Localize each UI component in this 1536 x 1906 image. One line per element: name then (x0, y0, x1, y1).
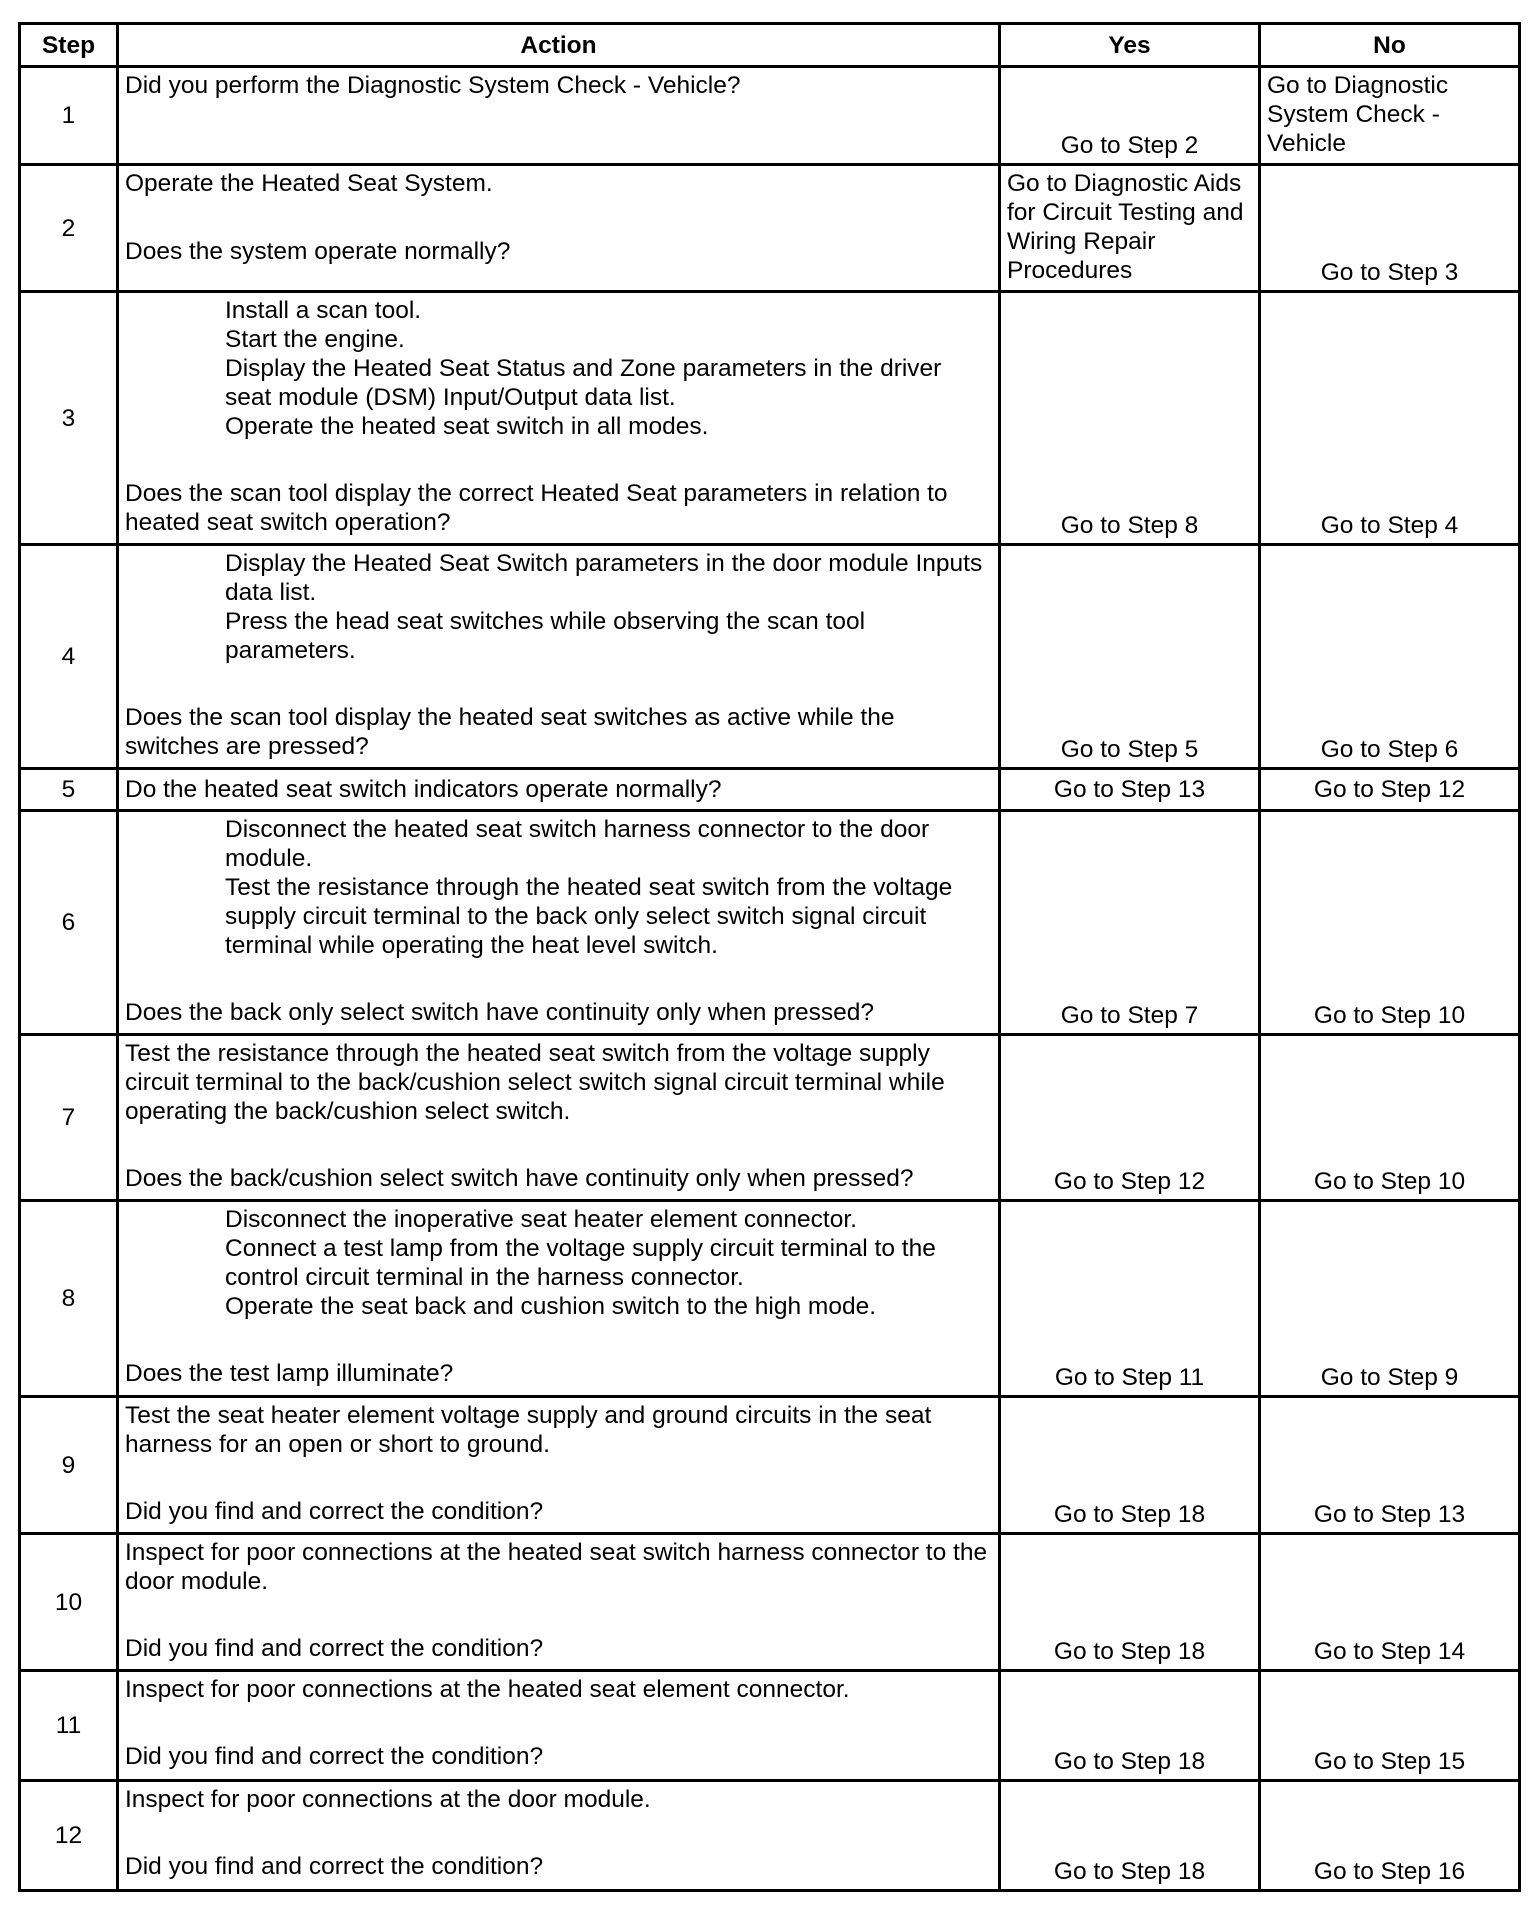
action-line: Operate the heated seat switch in all modes. (225, 413, 709, 440)
yes-cell: Go to Step 18 (1000, 1781, 1260, 1891)
step-number: 11 (20, 1671, 118, 1781)
header-action: Action (118, 24, 1000, 67)
no-cell: Go to Step 6 (1260, 545, 1520, 769)
action-question: Does the scan tool display the correct Heated Seat parameters in relation to heated seat switch operation? (125, 480, 948, 536)
yes-cell: Go to Step 11 (1000, 1201, 1260, 1397)
no-cell: Go to Step 4 (1260, 292, 1520, 545)
table-row (20, 1035, 1520, 1201)
table-row (20, 67, 1520, 165)
table-row (20, 1201, 1520, 1397)
action-question: Did you find and correct the condition? (125, 1635, 544, 1662)
yes-cell: Go to Step 5 (1000, 545, 1260, 769)
diagnostic-table (18, 22, 1521, 1892)
header-yes: Yes (1000, 24, 1260, 67)
action-steps (125, 296, 992, 441)
yes-cell: Go to Step 7 (1000, 811, 1260, 1035)
no-cell: Go to Step 12 (1260, 769, 1520, 811)
header-row (20, 24, 1520, 67)
action-question: Did you perform the Diagnostic System Check - Vehicle? (125, 72, 741, 99)
action-cell (118, 1534, 1000, 1671)
yes-cell: Go to Step 12 (1000, 1035, 1260, 1201)
action-question: Does the back only select switch have continuity only when pressed? (125, 999, 875, 1026)
table-row (20, 165, 1520, 292)
step-number: 12 (20, 1781, 118, 1891)
action-question: Did you find and correct the condition? (125, 1498, 544, 1525)
action-line: Operate the seat back and cushion switch to the high mode. (225, 1293, 877, 1320)
action-steps (125, 549, 992, 665)
header-no: No (1260, 24, 1520, 67)
step-number: 7 (20, 1035, 118, 1201)
table-row (20, 1534, 1520, 1671)
no-cell: Go to Step 13 (1260, 1397, 1520, 1534)
no-cell: Go to Step 16 (1260, 1781, 1520, 1891)
action-question: Does the scan tool display the heated seat switches as active while the switches are pressed? (125, 704, 895, 760)
table-row (20, 1671, 1520, 1781)
yes-cell: Go to Step 18 (1000, 1534, 1260, 1671)
step-number: 9 (20, 1397, 118, 1534)
action-cell (118, 545, 1000, 769)
action-question: Does the back/cushion select switch have continuity only when pressed? (125, 1165, 914, 1192)
action-cell (118, 811, 1000, 1035)
action-cell (118, 1201, 1000, 1397)
header-step: Step (20, 24, 118, 67)
action-question: Does the system operate normally? (125, 238, 511, 265)
action-cell (118, 769, 1000, 811)
yes-cell: Go to Step 8 (1000, 292, 1260, 545)
table-row (20, 1781, 1520, 1891)
table-row (20, 545, 1520, 769)
action-cell (118, 165, 1000, 292)
yes-cell: Go to Step 18 (1000, 1671, 1260, 1781)
table-row (20, 811, 1520, 1035)
action-line: Display the Heated Seat Switch parameters in the door module Inputs data list. (225, 550, 983, 606)
action-line: Inspect for poor connections at the door module. (125, 1786, 651, 1813)
step-number: 1 (20, 67, 118, 165)
action-line: Disconnect the inoperative seat heater element connector. (225, 1206, 857, 1233)
action-cell (118, 1781, 1000, 1891)
no-cell: Go to Step 3 (1260, 165, 1520, 292)
no-cell: Go to Step 14 (1260, 1534, 1520, 1671)
action-line: Start the engine. (225, 326, 405, 353)
action-line: Connect a test lamp from the voltage supply circuit terminal to the control circuit terminal in the harness connector. (225, 1235, 936, 1291)
table-row (20, 1397, 1520, 1534)
step-number: 6 (20, 811, 118, 1035)
yes-cell: Go to Diagnostic Aids for Circuit Testing and Wiring Repair Procedures (1000, 165, 1260, 292)
no-cell: Go to Step 10 (1260, 811, 1520, 1035)
no-cell: Go to Step 15 (1260, 1671, 1520, 1781)
action-steps (125, 1205, 992, 1321)
yes-cell: Go to Step 18 (1000, 1397, 1260, 1534)
action-question: Do the heated seat switch indicators operate normally? (125, 776, 722, 803)
no-cell: Go to Diagnostic System Check - Vehicle (1260, 67, 1520, 165)
table-row (20, 292, 1520, 545)
step-number: 8 (20, 1201, 118, 1397)
action-line: Display the Heated Seat Status and Zone parameters in the driver seat module (DSM) Input/Output data list. (225, 355, 942, 411)
action-line: Test the resistance through the heated seat switch from the voltage supply circuit terminal to the back/cushion select switch signal circuit terminal while operating the back/cushion select switch. (125, 1040, 945, 1125)
action-line: Test the resistance through the heated seat switch from the voltage supply circuit terminal to the back only select switch signal circuit terminal while operating the heat level switch. (225, 874, 953, 959)
step-number: 4 (20, 545, 118, 769)
step-number: 3 (20, 292, 118, 545)
yes-cell: Go to Step 2 (1000, 67, 1260, 165)
action-cell (118, 1397, 1000, 1534)
no-cell: Go to Step 9 (1260, 1201, 1520, 1397)
action-line: Inspect for poor connections at the heated seat switch harness connector to the door module. (125, 1539, 988, 1595)
action-line: Test the seat heater element voltage supply and ground circuits in the seat harness for an open or short to ground. (125, 1402, 932, 1458)
action-cell (118, 1035, 1000, 1201)
action-line: Install a scan tool. (225, 297, 422, 324)
action-question: Did you find and correct the condition? (125, 1743, 544, 1770)
step-number: 10 (20, 1534, 118, 1671)
action-cell (118, 1671, 1000, 1781)
action-cell (118, 292, 1000, 545)
table-row (20, 769, 1520, 811)
action-question: Does the test lamp illuminate? (125, 1360, 454, 1387)
action-question: Did you find and correct the condition? (125, 1853, 544, 1880)
action-line: Operate the Heated Seat System. (125, 170, 493, 197)
action-line: Disconnect the heated seat switch harness connector to the door module. (225, 816, 930, 872)
no-cell: Go to Step 10 (1260, 1035, 1520, 1201)
action-cell (118, 67, 1000, 165)
action-line: Inspect for poor connections at the heated seat element connector. (125, 1676, 850, 1703)
step-number: 5 (20, 769, 118, 811)
step-number: 2 (20, 165, 118, 292)
yes-cell: Go to Step 13 (1000, 769, 1260, 811)
action-steps (125, 815, 992, 960)
action-line: Press the head seat switches while observing the scan tool parameters. (225, 608, 866, 664)
